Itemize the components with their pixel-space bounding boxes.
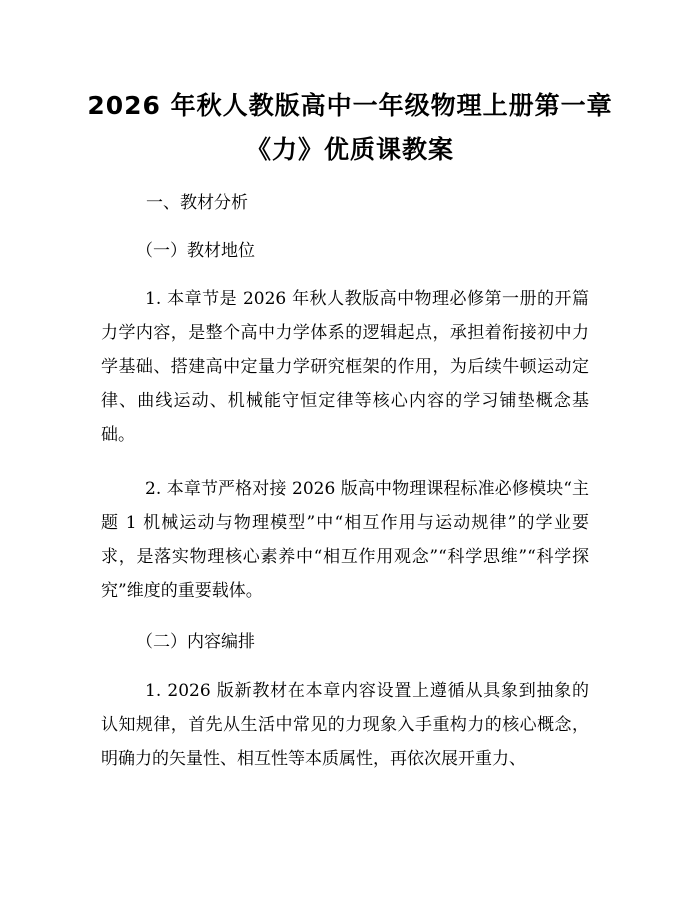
document-title-line-2: 《力》优质课教案 — [245, 135, 454, 164]
paragraph-1: 1. 本章节是 2026 年秋人教版高中物理必修第一册的开篇力学内容，是整个高中力学体系的逻辑起点，承担着衔接初中力学基础、搭建高中定量力学研究框架的作用，为后续牛顿运动定律、曲线运动、机械能守恒定律等核心内容的学习铺垫概念基础。 — [101, 289, 589, 445]
section-heading-textbook-analysis: 一、教材分析 — [146, 193, 248, 213]
subsection-heading-textbook-status: （一）教材地位 — [136, 241, 255, 261]
document-title-line-1: 2026 年秋人教版高中一年级物理上册第一章 — [87, 91, 613, 120]
paragraph-2: 2. 本章节严格对接 2026 版高中物理课程标准必修模块“主题 1 机械运动与物理模型”中“相互作用与运动规律”的学业要求，是落实物理核心素养中“相互作用观念”“科学思维”“科学探究”维度的重要载体。 — [101, 479, 589, 601]
paragraph-3: 1. 2026 版新教材在本章内容设置上遵循从具象到抽象的认知规律，首先从生活中常见的力现象入手重构力的核心概念，明确力的矢量性、相互性等本质属性，再依次展开重力、 — [101, 681, 589, 769]
subsection-heading-content-arrangement: （二）内容编排 — [136, 632, 255, 652]
